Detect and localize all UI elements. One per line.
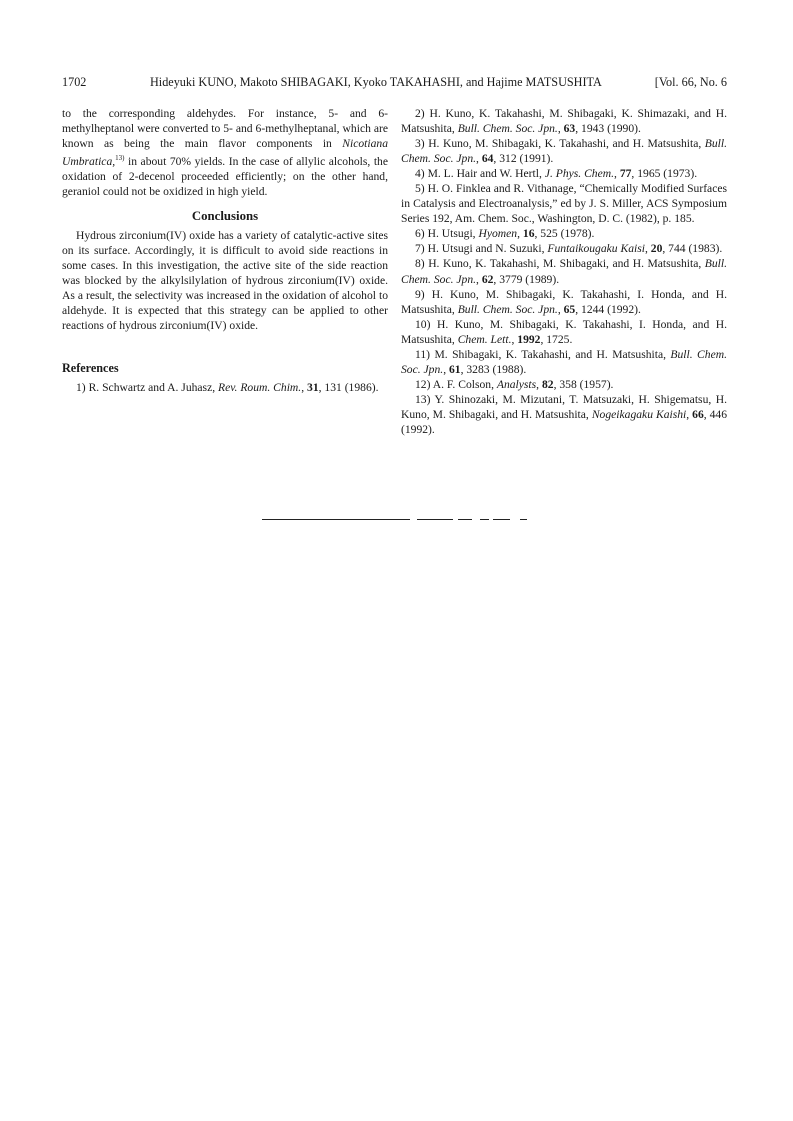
reference-number: 12) bbox=[415, 377, 431, 391]
reference-journal: Bull. Chem. Soc. Jpn. bbox=[401, 257, 727, 286]
references-heading: References bbox=[62, 361, 119, 376]
reference-number: 2) bbox=[415, 107, 425, 120]
intro-text-start: to the corresponding aldehydes. For instance, 5- and 6-methylheptanol were converted to 5- and 6-methylheptanal, which are known as being the main flavor components in bbox=[62, 107, 388, 151]
left-column bbox=[62, 106, 388, 396]
reference-rest: , 744 (1983). bbox=[662, 242, 723, 256]
reference-journal: Bull. Chem. Soc. Jpn. bbox=[457, 302, 558, 316]
running-header-authors: Hideyuki KUNO, Makoto SHIBAGAKI, Kyoko TAKAHASHI, and Hajime MATSUSHITA bbox=[150, 75, 602, 89]
reference-authors: M. L. Hair and W. Hertl, bbox=[427, 167, 545, 181]
reference-authors: H. Kuno, M. Shibagaki, K. Takahashi, I. Honda, and H. Matsushita, bbox=[401, 287, 727, 316]
reference-rest: , 131 (1986). bbox=[318, 381, 379, 395]
reference-5 bbox=[401, 181, 727, 226]
reference-authors: Y. Shinozaki, M. Mizutani, T. Matsuzaki, H. Shigematsu, H. Kuno, M. Shibagaki, and H. Matsushita, bbox=[401, 392, 728, 421]
reference-volume: 77 bbox=[619, 167, 632, 181]
reference-authors: H. Utsugi and N. Suzuki, bbox=[427, 242, 548, 256]
reference-volume: 64 bbox=[481, 152, 494, 166]
reference-number: 3) bbox=[415, 137, 425, 151]
reference-rest: , 446 (1992). bbox=[401, 407, 728, 436]
reference-journal: Nogeikagaku Kaishi bbox=[591, 407, 687, 421]
end-rule-segment bbox=[493, 519, 510, 520]
reference-13: 13) Y. Shinozaki, M. Mizutani, T. Matsuzaki, H. Shigematsu, H. Kuno, M. Shibagaki, and H. Matsushita, Nogeikagaku Kaishi, 66, 446 (1992). bbox=[401, 392, 728, 436]
reference-authors: H. Kuno, K. Takahashi, M. Shibagaki, K. Shimazaki, and H. Matsushita, bbox=[401, 107, 727, 136]
reference-rest: , 358 (1957). bbox=[553, 377, 614, 391]
reference-journal: Bull. Chem. Soc. Jpn. bbox=[401, 137, 727, 166]
running-header bbox=[62, 74, 727, 90]
reference-number: 11) bbox=[415, 347, 431, 361]
reference-8: 8) H. Kuno, K. Takahashi, M. Shibagaki, and H. Matsushita, Bull. Chem. Soc. Jpn., 62, 3779 (1989). bbox=[401, 257, 727, 286]
reference-9: 9) H. Kuno, M. Shibagaki, K. Takahashi, I. Honda, and H. Matsushita, Bull. Chem. Soc. Jpn., 65, 1244 (1992). bbox=[401, 287, 727, 316]
end-rule-segment bbox=[520, 519, 527, 520]
reference-11: 11) M. Shibagaki, K. Takahashi, and H. Matsushita, Bull. Chem. Soc. Jpn., 61, 3283 (1988). bbox=[401, 347, 727, 376]
running-header-volume: [Vol. 66, No. 6 bbox=[654, 75, 727, 89]
reference-2: 2) H. Kuno, K. Takahashi, M. Shibagaki, K. Shimazaki, and H. Matsushita, Bull. Chem. Soc. Jpn., 63, 1943 (1990). bbox=[401, 107, 727, 136]
intro-text-end: in about 70% yields. In the case of allylic alcohols, the oxidation of 2-decenol proceeded efficiently; on the other hand, geraniol could not be oxidized in high yield. bbox=[62, 155, 388, 199]
reference-12: 12) A. F. Colson, Analysts, 82, 358 (1957). bbox=[415, 377, 614, 391]
intro-paragraph bbox=[62, 106, 388, 199]
reference-volume: 61 bbox=[448, 362, 461, 376]
reference-rest: , 1943 (1990). bbox=[575, 122, 641, 136]
species-name: Nicotiana Umbratica, bbox=[62, 137, 388, 168]
reference-rest: , 3283 (1988). bbox=[460, 362, 527, 376]
reference-journal: Bull. Chem. Soc. Jpn. bbox=[401, 347, 727, 376]
reference-rest: , 3779 (1989). bbox=[493, 272, 560, 286]
page-number: 1702 bbox=[62, 75, 87, 89]
reference-journal: J. Phys. Chem. bbox=[544, 167, 615, 181]
reference-volume: 31 bbox=[307, 381, 319, 395]
reference-7: 7) H. Utsugi and N. Suzuki, Funtaikougaku Kaisi, 20, 744 (1983). bbox=[415, 242, 723, 256]
reference-volume: 62 bbox=[481, 272, 494, 286]
reference-authors: H. Kuno, M. Shibagaki, K. Takahashi, and H. Matsushita, bbox=[428, 137, 705, 151]
reference-volume: 1992 bbox=[517, 332, 541, 346]
end-rule-segment bbox=[417, 519, 453, 520]
reference-rest: , 525 (1978). bbox=[534, 227, 595, 241]
reference-number: 13) bbox=[415, 392, 431, 406]
reference-separator: , bbox=[301, 381, 308, 395]
right-column-references bbox=[401, 106, 727, 437]
reference-journal: Funtaikougaku Kaisi bbox=[547, 242, 645, 256]
reference-6: 6) H. Utsugi, Hyomen, 16, 525 (1978). bbox=[415, 227, 595, 241]
reference-volume: 82 bbox=[541, 377, 554, 391]
reference-rest: , 1244 (1992). bbox=[575, 302, 641, 316]
reference-number: 9) bbox=[415, 287, 425, 301]
reference-authors: R. Schwartz and A. Juhasz, bbox=[88, 381, 219, 395]
reference-volume: 20 bbox=[650, 242, 663, 256]
reference-number: 8) bbox=[415, 257, 425, 271]
reference-number: 7) bbox=[415, 242, 425, 256]
reference-number: 6) bbox=[415, 227, 425, 241]
reference-volume: 66 bbox=[692, 407, 704, 421]
reference-number: 1) bbox=[76, 381, 86, 395]
reference-volume: 16 bbox=[522, 227, 535, 241]
reference-10: 10) H. Kuno, M. Shibagaki, K. Takahashi, I. Honda, and H. Matsushita, Chem. Lett., 1992, 1725. bbox=[401, 317, 727, 346]
citation-superscript: 13) bbox=[115, 154, 125, 163]
conclusions-paragraph: Hydrous zirconium(IV) oxide has a variety of catalytic-active sites on its surface. Accordingly, it is difficult to avoid side reactions in some cases. In this investigation, the active site of the side reaction was blocked by the alkylsilylation of hydrous zirconium(IV) oxide. As a result, the selectivity was increased in the oxidation of alcohol to aldehyde. It is expected that this strategy can be applied to other reactions of hydrous zirconium(IV) oxide. bbox=[62, 229, 388, 333]
reference-1 bbox=[62, 380, 388, 395]
reference-4: 4) M. L. Hair and W. Hertl, J. Phys. Chem., 77, 1965 (1973). bbox=[415, 167, 698, 181]
reference-journal: Rev. Roum. Chim. bbox=[218, 381, 302, 395]
end-rule-segment bbox=[458, 519, 472, 520]
end-rule-segment bbox=[480, 519, 489, 520]
reference-number: 4) bbox=[415, 167, 425, 181]
reference-journal: Bull. Chem. Soc. Jpn. bbox=[457, 122, 558, 136]
reference-authors: H. Kuno, M. Shibagaki, K. Takahashi, I. Honda, and H. Matsushita, bbox=[401, 317, 727, 346]
reference-number: 10) bbox=[415, 317, 431, 331]
reference-volume: 65 bbox=[563, 302, 576, 316]
reference-journal: Hyomen bbox=[478, 227, 518, 241]
reference-3: 3) H. Kuno, M. Shibagaki, K. Takahashi, and H. Matsushita, Bull. Chem. Soc. Jpn., 64, 312 (1991). bbox=[401, 137, 727, 166]
reference-rest: , 312 (1991). bbox=[493, 152, 554, 166]
reference-number: 5) bbox=[415, 182, 425, 196]
reference-journal: Chem. Lett. bbox=[457, 332, 512, 346]
reference-authors: M. Shibagaki, K. Takahashi, and H. Matsushita, bbox=[434, 347, 671, 361]
reference-authors: H. O. Finklea and R. Vithanage, “Chemically Modified Surfaces in Catalysis and Electroanalysis,” ed by J. S. Miller, ACS Symposium Series 192, Am. Chem. Soc., Washington, D. C. (1982), p. 185. bbox=[401, 182, 727, 226]
reference-rest: , 1965 (1973). bbox=[631, 167, 698, 181]
reference-authors: H. Utsugi, bbox=[427, 227, 479, 241]
reference-rest: , 1725. bbox=[540, 332, 573, 346]
end-rule-segment bbox=[262, 519, 410, 520]
reference-journal: Analysts bbox=[496, 377, 537, 391]
reference-volume: 63 bbox=[563, 122, 576, 136]
conclusions-heading: Conclusions bbox=[191, 209, 259, 224]
reference-authors: A. F. Colson, bbox=[432, 377, 497, 391]
reference-authors: H. Kuno, K. Takahashi, M. Shibagaki, and H. Matsushita, bbox=[428, 257, 705, 271]
